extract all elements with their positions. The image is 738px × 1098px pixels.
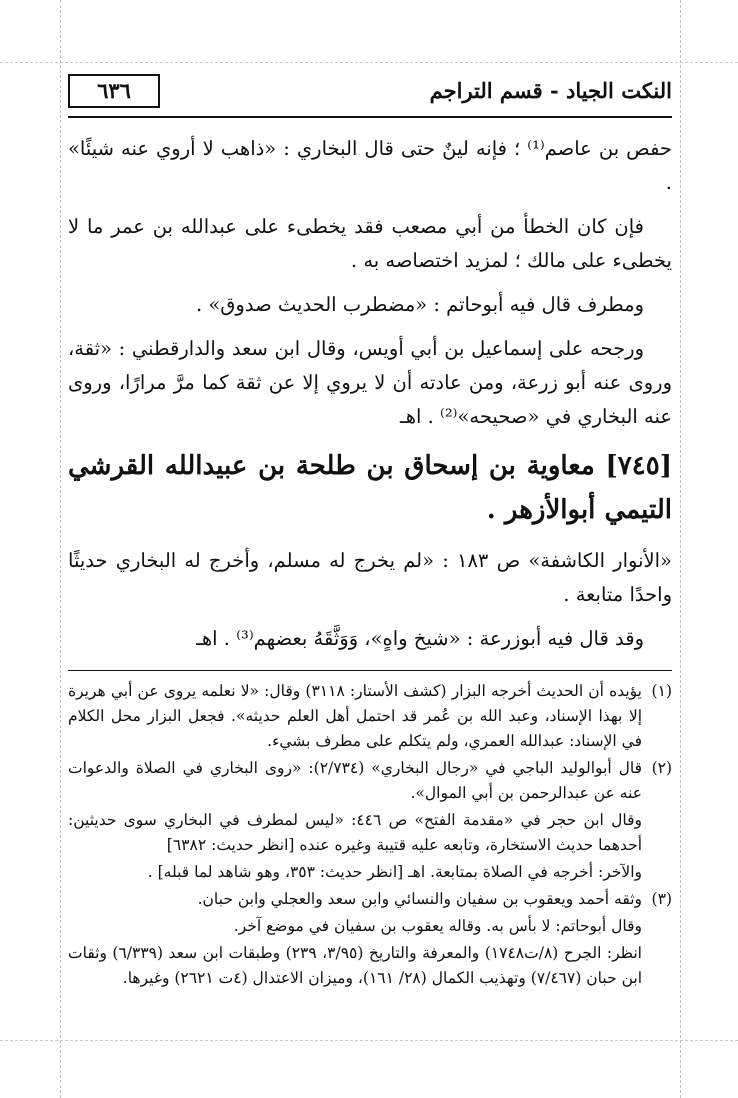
page-number-box: ٦٣٦: [68, 74, 160, 108]
footnote-2-number: (٢): [651, 759, 673, 777]
footnote-3-number: (٣): [651, 890, 672, 908]
footnote-2: [68, 756, 672, 806]
paragraph-5: «الأنوار الكاشفة» ص ١٨٣ : «لم يخرج له مسلم، وأخرج له البخاري حديثًا واحدًا متابعة .: [68, 549, 672, 606]
entry-heading: [٧٤٥] معاوية بن إسحاق بن طلحة بن عبيدالله القرشي التيمي أبوالأزهر .: [68, 451, 672, 525]
crop-guide-top: [0, 62, 738, 63]
footnote-1-text: يؤيده أن الحديث أخرجه البزار (كشف الأستار: ٣١١٨) وقال: «لا نعلمه يروى عن أبي هريرة إلا بهذا الإسناد، وعبد الله بن عُمر قد احتمل أهل العلم حديثه». فجعل البزار محل الكلام في الإسناد: عبدالله العمري، ولم يتكلم على مطرف بشيء.: [68, 682, 642, 750]
running-title: النكت الجياد - قسم التراجم: [429, 78, 672, 103]
paragraph-6: وقد قال فيه أبوزرعة : «شيخ واهٍ»، وَوَثَّقَهُ بعضهم⁽³⁾ . اهـ: [196, 627, 644, 650]
footnote-3: [68, 887, 672, 912]
paragraph-1: حفص بن عاصم⁽¹⁾ ؛ فإنه لينٌ حتى قال البخاري : «ذاهب لا أروي عنه شيئًا» .: [68, 137, 672, 194]
footnote-1-number: (١): [651, 682, 672, 700]
main-text: [68, 132, 672, 656]
footnote-3-text: وثقه أحمد ويعقوب بن سفيان والنسائي وابن سعد والعجلي وابن حبان.: [197, 890, 642, 908]
footnote-2-end: والآخر: أخرجه في الصلاة بمتابعة. اهـ [انظر حديث: ٣٥٣، وهو شاهد لما قبله] .: [147, 863, 642, 881]
page-header: [68, 70, 672, 118]
crop-guide-left: [60, 0, 61, 1098]
footnotes: [68, 670, 672, 991]
paragraph-2: فإن كان الخطأ من أبي مصعب فقد يخطىء على عبدالله بن عمر ما لا يخطىء على مالك ؛ لمزيد اختصاصه به .: [68, 215, 672, 272]
footnote-3-continued: وقال أبوحاتم: لا بأس به. وقاله يعقوب بن سفيان في موضع آخر.: [233, 917, 642, 935]
crop-guide-bottom: [0, 1040, 738, 1041]
footnote-2-text: قال أبوالوليد الباجي في «رجال البخاري» (٢/٧٣٤): «روى البخاري في الصلاة والدعوات عنه عن عبدالرحمن بن أبي الموال».: [68, 759, 643, 802]
paragraph-4: ورجحه على إسماعيل بن أبي أويس، وقال ابن سعد والدارقطني : «ثقة، وروى عنه أبو زرعة، ومن عادته أن لا يروي إلا عن ثقة كما مرَّ مرارًا، وروى عنه البخاري في «صحيحه»⁽²⁾ . اهـ: [68, 337, 672, 428]
paragraph-3: ومطرف قال فيه أبوحاتم : «مضطرب الحديث صدوق» .: [195, 293, 644, 316]
crop-guide-right: [680, 0, 681, 1098]
footnote-2-continued: وقال ابن حجر في «مقدمة الفتح» ص ٤٤٦: «ليس لمطرف في البخاري سوى حديثين: أحدهما حديث الاستخارة، وتابعه عليه قتيبة وغيره عنده [انظر حديث: ٦٣٨٢]: [68, 811, 642, 854]
book-page: [68, 70, 672, 993]
footnote-1: [68, 679, 672, 754]
footnote-3-end: انظر: الجرح (٨/ت١٧٤٨) والمعرفة والتاريخ (٣/٩٥، ٢٣٩) وطبقات ابن سعد (٦/٣٣٩) وثقات ابن حبان (٧/٤٦٧) وتهذيب الكمال (٢٨/ ١٦١)، وميزان الاعتدال (٤ت ٢٦٢١) وغيرها.: [68, 944, 642, 987]
